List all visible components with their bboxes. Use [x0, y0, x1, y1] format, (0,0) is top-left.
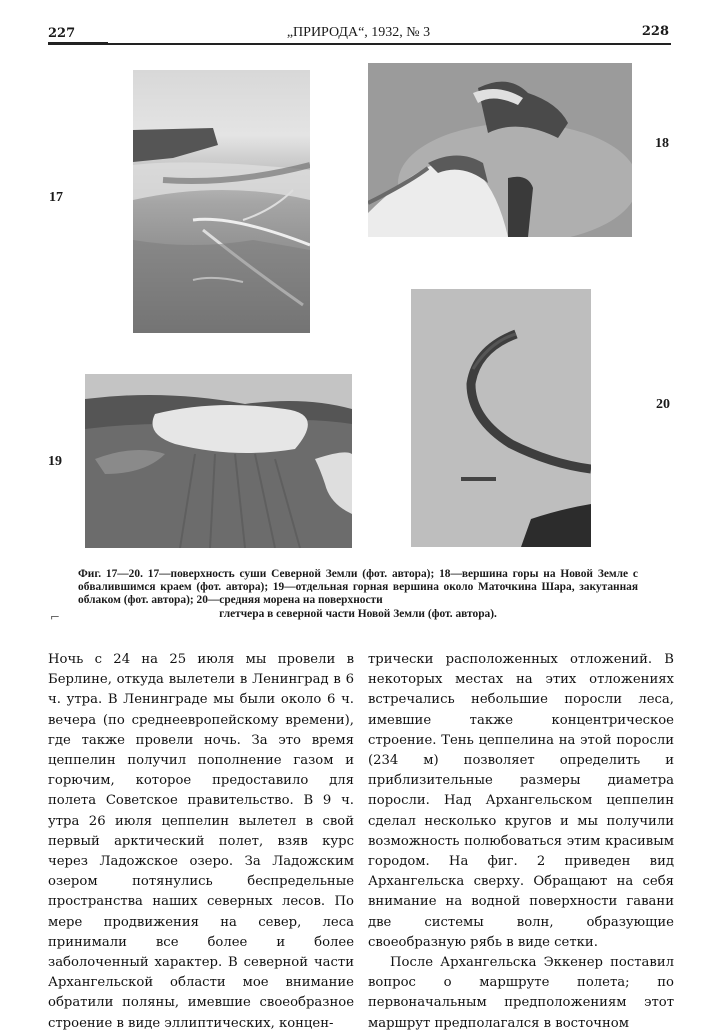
paragraph: трически расположенных отложений. В некоторых местах на этих отложениях встречались небольшие поросли леса, имевшие также концентрическое строение. Тень цеппелина на этой поросли (234 м) позволяет определить и приблизительные размеры диаметра поросли. Над Архангельском цеппелин сделал несколько кругов и мы получили возможность полюбоваться этим красивым городом. На фиг. 2 приведен вид Архангельска сверху. Обращают на себя внимание на водной поверхности гавани две системы волн, образующие своеобразную рябь в виде сетки.: [368, 652, 674, 950]
header-rule: [48, 43, 671, 45]
figure-caption: [78, 568, 638, 621]
caption-line-last: глетчера в северной части Новой Земли (фот. автора).: [219, 607, 497, 620]
figure-number-17: 17: [49, 190, 63, 205]
header-rule-accent: [48, 42, 108, 45]
paragraph: После Архангельска Эккенер поставил вопрос о маршруте полета; по первоначальным предположениям этот маршрут предполагался в восточном: [368, 955, 674, 1031]
figure-number-20: 20: [656, 397, 670, 412]
text-column-right: [368, 650, 674, 1034]
journal-title: „ПРИРОДА“, 1932, № 3: [286, 25, 431, 40]
figure-17-photo: [133, 70, 310, 333]
figure-18-photo: [368, 63, 632, 237]
figure-number-19: 19: [48, 454, 62, 469]
caption-line: Маточкина Шара, закутанная облаком (фот. автора); 20—средняя морена на поверхности: [78, 581, 638, 607]
page-number-left: 227: [48, 26, 76, 41]
caption-line: Фиг. 17—20. 17—поверхность суши Северной Земли (фот. автора); 18—вершина горы на: [78, 568, 556, 580]
page-number-right: 228: [641, 24, 669, 39]
text-column-left: [48, 650, 354, 1034]
figure-19-photo: [85, 374, 352, 548]
figure-number-18: 18: [655, 136, 669, 151]
paragraph: Ночь с 24 на 25 июля мы провели в Берлине, откуда вылетели в Ленинград в 6 ч. утра. В Ленинграде мы были около 6 ч. вечера (по среднеевропейскому времени), где также провели ночь. За это время цеппелин получил пополнение газом и горючим, которое предоставило для полета Советское правительство. В 9 ч. утра 26 июля цеппелин вылетел в свой первый арктический полет, взяв курс через Ладожское озеро. За Ладожским озером потянулись беспредельные пространства наших северных лесов. По мере продвижения на север, леса принимали все более и более заболоченный характер. В северной части Архангельской области мое внимание обратили поляны, имевшие своеобразное строение в виде эллиптических, концен-: [48, 652, 354, 1031]
caption-line: Новой Земле с обвалившимся краем (фот. автора); 19—отдельная горная вершина около: [78, 568, 638, 594]
print-mark: ⌐: [50, 610, 61, 624]
figure-20-photo: [411, 289, 591, 547]
